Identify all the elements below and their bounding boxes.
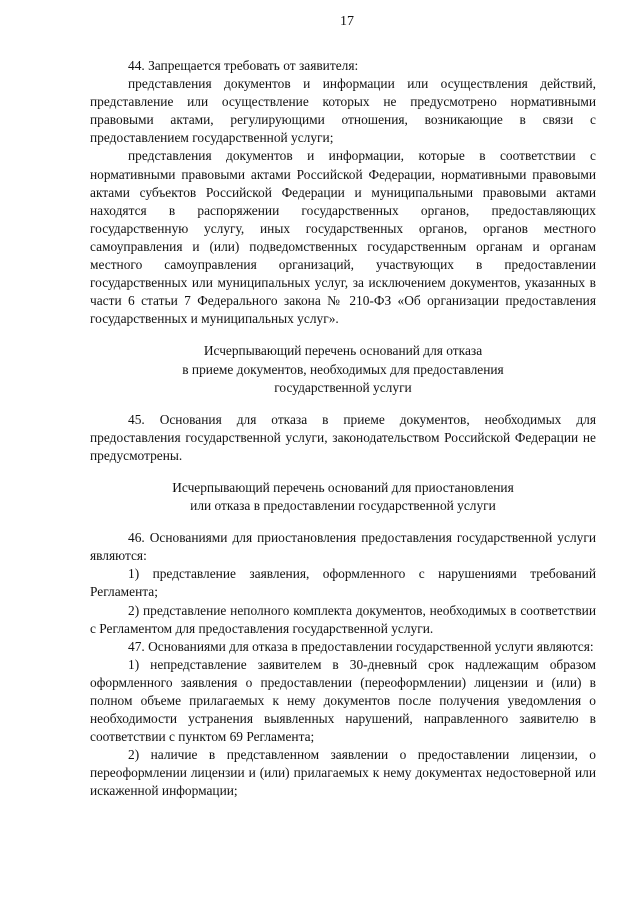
paragraph-47-item-2: 2) наличие в представленном заявлении о предоставлении лицензии, о переоформлении лицензии и (или) прилагаемых к нему документах недостоверной или искаженной информации; bbox=[90, 747, 596, 799]
paragraph-47-intro: 47. Основаниями для отказа в предоставлении государственной услуги являются: bbox=[128, 638, 594, 654]
page-number: 17 bbox=[340, 14, 354, 29]
heading-line: государственной услуги bbox=[274, 379, 412, 395]
section-heading-refusal-acceptance bbox=[90, 342, 596, 396]
paragraph-46-item-1: 1) представление заявления, оформленного с нарушениями требований Регламента; bbox=[90, 566, 596, 600]
paragraph-47-item-1: 1) непредставление заявителем в 30-дневный срок надлежащим образом оформленного заявления о предоставлении (переоформлении) лицензии и (или) в полном объеме прилагаемых к нему документов после получения уведомления о необходимости устранения выявленных нарушений, направленного заявителю в соответствии с пунктом 69 Регламента; bbox=[90, 656, 596, 745]
heading-line: Исчерпывающий перечень оснований для отказа bbox=[203, 343, 483, 359]
paragraph-44-item-1: представления документов и информации или осуществления действий, представление или осуществление которых не предусмотрено нормативными правовыми актами, регулирующими отношения, возникающие в связи с предоставлением государственной услуги; bbox=[90, 76, 596, 146]
heading-line: Исчерпывающий перечень оснований для приостановления bbox=[172, 479, 514, 495]
paragraph-46-intro: 46. Основаниями для приостановления предоставления государственной услуги являются: bbox=[90, 530, 596, 564]
paragraph-44-intro: 44. Запрещается требовать от заявителя: bbox=[128, 58, 359, 73]
paragraph-44-item-2: представления документов и информации, которые в соответствии с нормативными правовыми актами Российской Федерации, нормативными правовыми актами субъектов Российской Федерации и муниципальными правовыми актами находятся в распоряжении государственных органов, предоставляющих государственную услугу, иных государственных органов, органов местного самоуправления и (или) подведомственных государственным органам и органам местного самоуправления организаций, участвующих в предоставлении государственных или муниципальных услуг, за исключением документов, указанных в части 6 статьи 7 Федерального закона № 210-ФЗ «Об организации предоставления государственных и муниципальных услуг». bbox=[90, 148, 596, 327]
heading-line: или отказа в предоставлении государственной услуги bbox=[190, 498, 496, 514]
paragraph-46-item-2: 2) представление неполного комплекта документов, необходимых в соответствии с Регламентом для предоставления государственной услуги. bbox=[90, 602, 596, 636]
section-heading-suspension-refusal bbox=[90, 479, 596, 515]
heading-line: в приеме документов, необходимых для предоставления bbox=[182, 361, 504, 377]
paragraph-45: 45. Основания для отказа в приеме документов, необходимых для предоставления государственной услуги, законодательством Российской Федерации не предусмотрены. bbox=[90, 411, 596, 463]
